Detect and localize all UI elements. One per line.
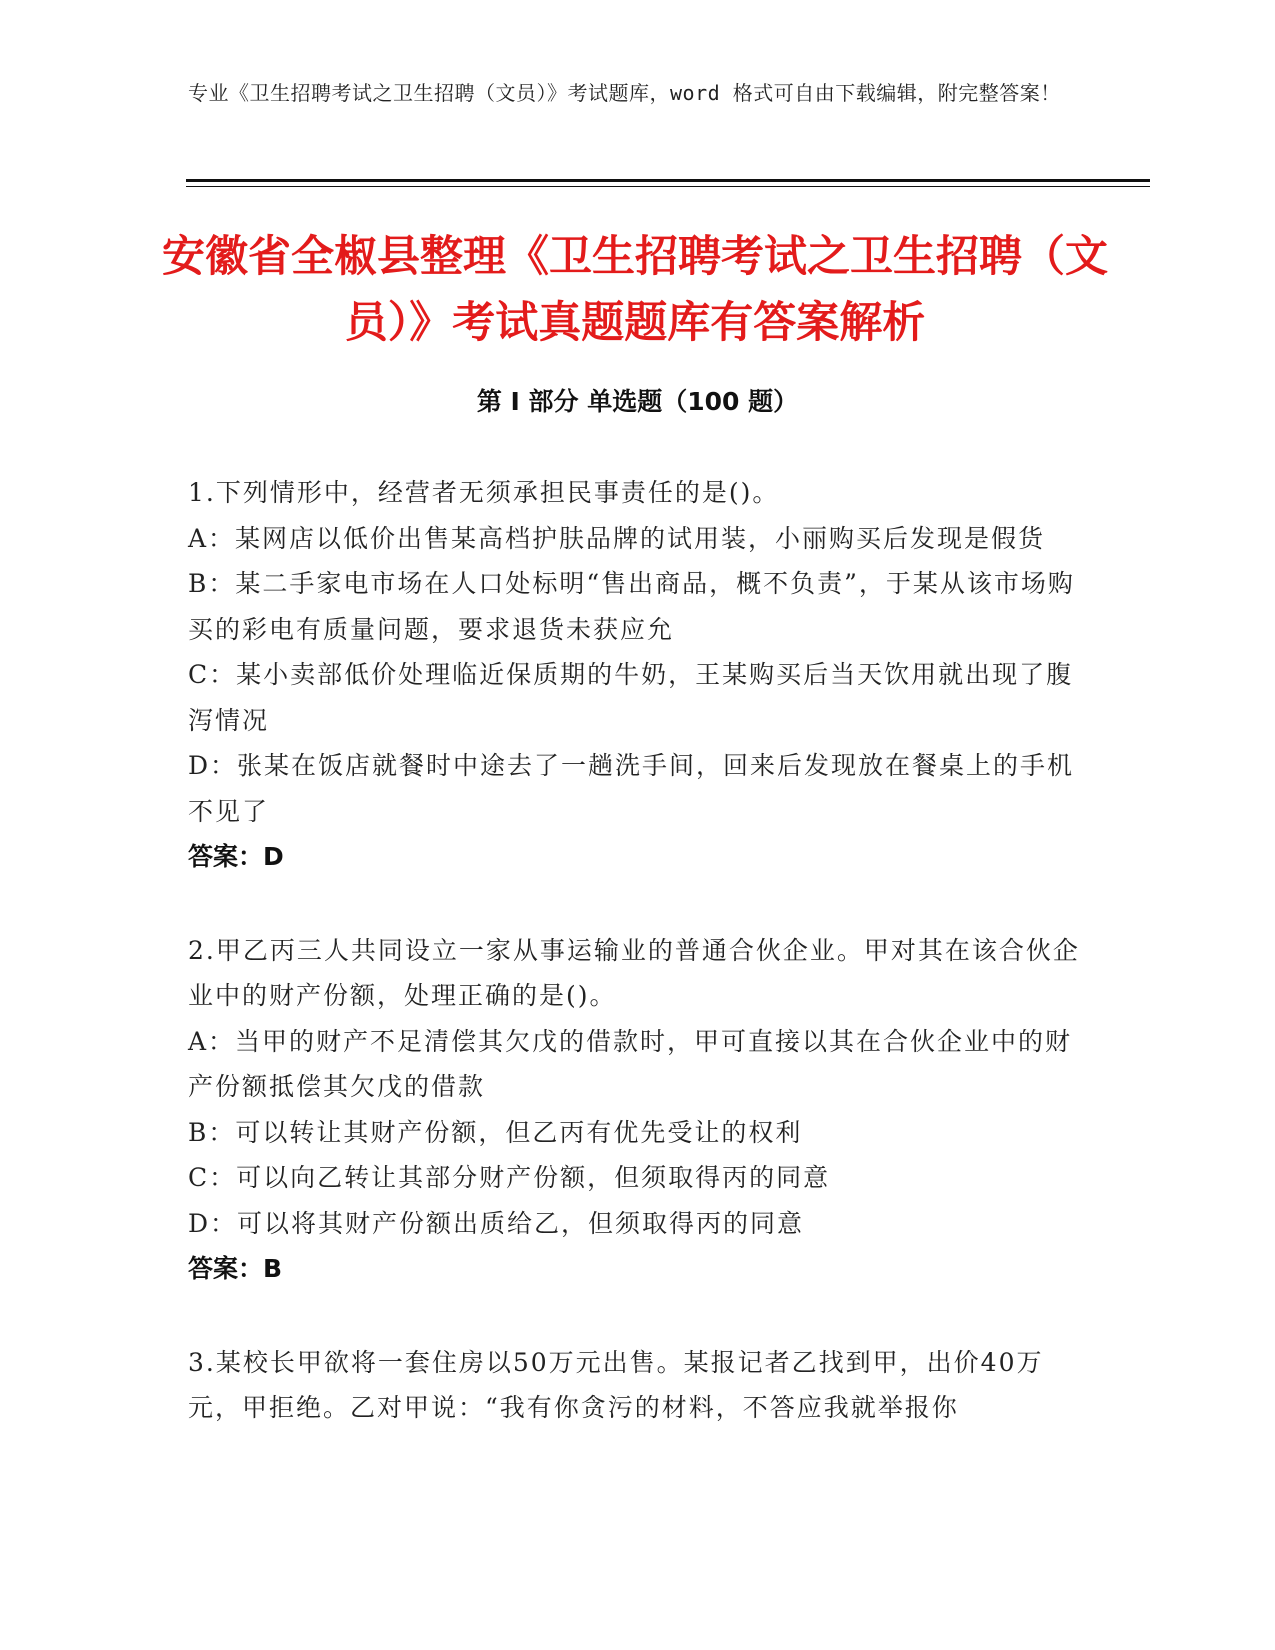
question-3 <box>188 1340 1088 1431</box>
header-note: 专业《卫生招聘考试之卫生招聘（文员）》考试题库，word 格式可自由下载编辑，附完整答案！ <box>188 81 1061 105</box>
option-d: D：可以将其财产份额出质给乙，但须取得丙的同意 <box>188 1208 805 1238</box>
question-1 <box>188 470 1088 880</box>
question-stem: 2.甲乙丙三人共同设立一家从事运输业的普通合伙企业。甲对其在该合伙企业中的财产份额，处理正确的是()。 <box>188 935 1080 1010</box>
answer-line: 答案：D <box>188 842 284 871</box>
option-a: A：某网店以低价出售某高档护肤品牌的试用装，小丽购买后发现是假货 <box>188 523 1046 553</box>
option-c: C：某小卖部低价处理临近保质期的牛奶，王某购买后当天饮用就出现了腹泻情况 <box>188 660 1074 735</box>
section-heading: 第 I 部分 单选题（100 题） <box>476 387 799 416</box>
option-b: B：某二手家电市场在人口处标明“售出商品，概不负责”，于某从该市场购买的彩电有质量问题，要求退货未获应允 <box>188 569 1075 644</box>
question-stem: 1.下列情形中，经营者无须承担民事责任的是()。 <box>188 478 780 507</box>
question-2 <box>188 928 1088 1292</box>
question-stem: 3.某校长甲欲将一套住房以50万元出售。某报记者乙找到甲，出价40万元，甲拒绝。乙对甲说：“我有你贪污的材料，不答应我就举报你 <box>188 1347 1044 1422</box>
question-list <box>188 470 1088 1479</box>
option-c: C：可以向乙转让其部分财产份额，但须取得丙的同意 <box>188 1163 831 1192</box>
header-divider-thin <box>186 186 1150 187</box>
option-d: D：张某在饭店就餐时中途去了一趟洗手间，回来后发现放在餐桌上的手机不见了 <box>188 751 1075 826</box>
document-title: 安徽省全椒县整理《卫生招聘考试之卫生招聘（文员）》考试真题题库有答案解析 <box>162 232 1108 348</box>
option-a: A：当甲的财产不足清偿其欠戊的借款时，甲可直接以其在合伙企业中的财产份额抵偿其欠戊的借款 <box>188 1026 1073 1101</box>
option-b: B：可以转让其财产份额，但乙丙有优先受让的权利 <box>188 1117 803 1147</box>
header-divider-thick <box>186 179 1150 182</box>
answer-line: 答案：B <box>188 1254 283 1283</box>
